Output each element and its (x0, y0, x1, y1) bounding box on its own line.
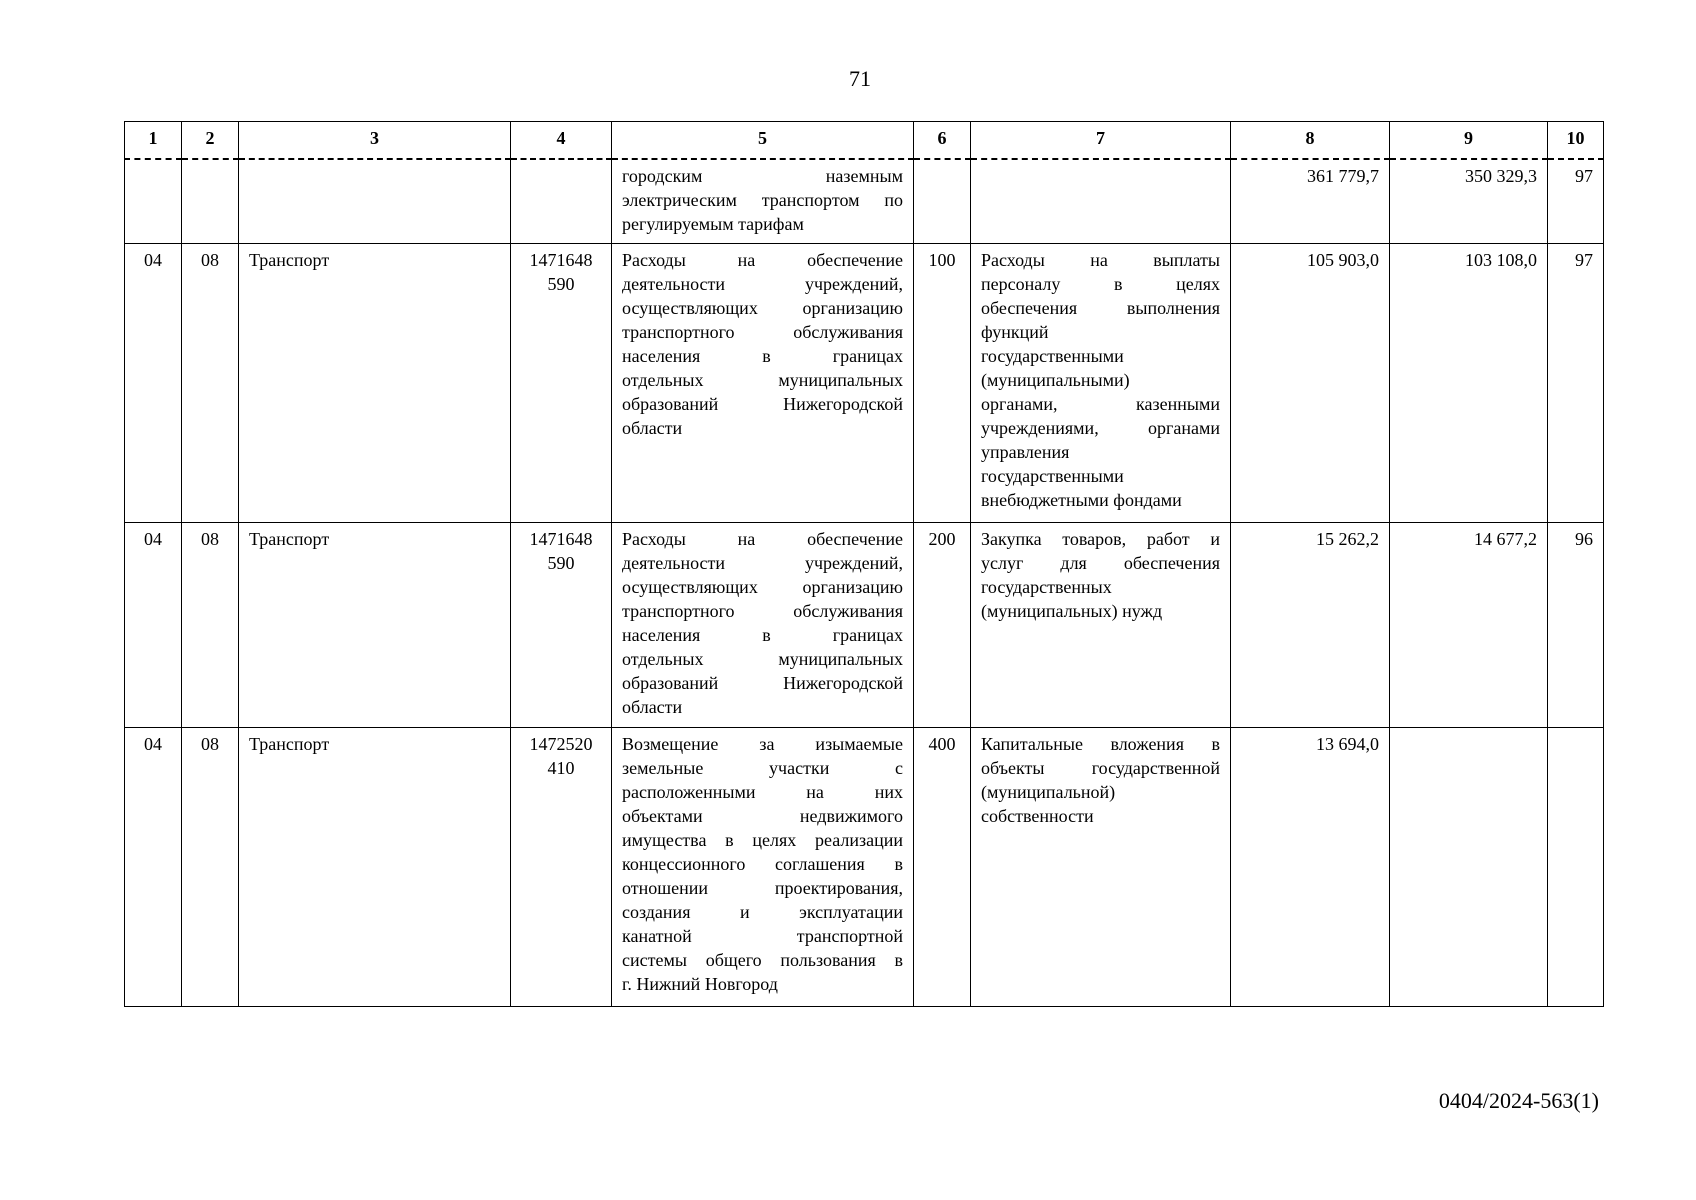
description-line: деятельности учреждений, (622, 552, 903, 573)
expense-line: Расходы на выплаты (981, 249, 1220, 270)
col-header-6: 6 (914, 122, 971, 160)
cell-target-code (511, 159, 612, 243)
description-line: населения в границах (622, 624, 903, 645)
expense-line: внебюджетными фондами (981, 489, 1182, 510)
col-header-10: 10 (1548, 122, 1604, 160)
cell-section-name (239, 159, 511, 243)
cell-percent: 97 (1548, 243, 1604, 522)
cell-section (125, 159, 182, 243)
page-number: 71 (849, 66, 871, 91)
cell-section-name: Транспорт (239, 727, 511, 1006)
cell-expense-type: 200 (914, 522, 971, 727)
cell-amount-actual (1390, 727, 1548, 1006)
description-line: создания и эксплуатации (622, 901, 903, 922)
description-line: области (622, 696, 683, 717)
description-line: отношении проектирования, (622, 877, 903, 898)
cell-expense-name (971, 727, 1231, 1006)
cell-amount-actual: 103 108,0 (1390, 243, 1548, 522)
description-line: области (622, 417, 683, 438)
cell-expense-type: 100 (914, 243, 971, 522)
target-code-part: 410 (547, 757, 575, 778)
cell-percent: 96 (1548, 522, 1604, 727)
description-line: электрическим транспортом по (622, 190, 903, 210)
cell-percent: 97 (1548, 159, 1604, 243)
description-line: Расходы на обеспечение (622, 249, 903, 270)
description-line: транспортного обслуживания (622, 321, 903, 342)
expense-line: учреждениями, органами (981, 417, 1220, 438)
cell-target-code (511, 522, 612, 727)
header-row (125, 122, 1604, 160)
cell-subsection: 08 (182, 243, 239, 522)
expense-line: Закупка товаров, работ и (981, 528, 1220, 549)
target-code-part: 1471648 (529, 528, 593, 549)
cell-description (612, 522, 914, 727)
col-header-8: 8 (1231, 122, 1390, 160)
description-line: отдельных муниципальных (622, 369, 903, 390)
cell-amount-plan: 361 779,7 (1231, 159, 1390, 243)
cell-description (612, 159, 914, 243)
col-header-4: 4 (511, 122, 612, 160)
cell-section: 04 (125, 243, 182, 522)
target-code-part: 1471648 (529, 249, 593, 270)
cell-subsection: 08 (182, 727, 239, 1006)
cell-expense-name (971, 243, 1231, 522)
cell-amount-plan: 105 903,0 (1231, 243, 1390, 522)
description-line: населения в границах (622, 345, 903, 366)
cell-expense-type (914, 159, 971, 243)
description-line: расположенными на них (622, 781, 903, 802)
expense-line: объекты государственной (981, 757, 1220, 778)
target-code-part: 590 (547, 273, 575, 294)
table-row (125, 243, 1604, 522)
description-line: образований Нижегородской (622, 393, 903, 414)
cell-subsection: 08 (182, 522, 239, 727)
table-row (125, 159, 1604, 243)
expense-line: (муниципальных) нужд (981, 600, 1163, 621)
cell-amount-actual: 350 329,3 (1390, 159, 1548, 243)
cell-expense-name (971, 522, 1231, 727)
description-line: осуществляющих организацию (622, 297, 903, 318)
description-line: отдельных муниципальных (622, 648, 903, 669)
budget-table (124, 121, 1604, 1007)
expense-line: государственными (981, 465, 1124, 486)
description-line: образований Нижегородской (622, 672, 903, 693)
cell-description (612, 243, 914, 522)
description-line: Расходы на обеспечение (622, 528, 903, 549)
cell-section: 04 (125, 522, 182, 727)
description-line: имущества в целях реализации (622, 829, 903, 850)
description-line: канатной транспортной (622, 925, 903, 946)
col-header-7: 7 (971, 122, 1231, 160)
expense-line: услуг для обеспечения (981, 552, 1220, 573)
expense-line: государственными (981, 345, 1124, 366)
cell-section-name: Транспорт (239, 243, 511, 522)
cell-amount-actual: 14 677,2 (1390, 522, 1548, 727)
description-line: осуществляющих организацию (622, 576, 903, 597)
expense-line: (муниципальной) (981, 781, 1116, 802)
expense-line: функций (981, 321, 1049, 342)
description-line: земельные участки с (622, 757, 903, 778)
col-header-2: 2 (182, 122, 239, 160)
table-row (125, 727, 1604, 1006)
cell-description (612, 727, 914, 1006)
document-code: 0404/2024-563(1) (1438, 1088, 1599, 1113)
description-line: транспортного обслуживания (622, 600, 903, 621)
col-header-1: 1 (125, 122, 182, 160)
cell-section: 04 (125, 727, 182, 1006)
cell-amount-plan: 13 694,0 (1231, 727, 1390, 1006)
cell-amount-plan: 15 262,2 (1231, 522, 1390, 727)
cell-section-name: Транспорт (239, 522, 511, 727)
col-header-5: 5 (612, 122, 914, 160)
col-header-9: 9 (1390, 122, 1548, 160)
cell-percent (1548, 727, 1604, 1006)
expense-line: (муниципальными) (981, 369, 1130, 390)
cell-expense-type: 400 (914, 727, 971, 1006)
expense-line: персоналу в целях (981, 273, 1220, 294)
cell-target-code (511, 727, 612, 1006)
col-header-3: 3 (239, 122, 511, 160)
description-line: концессионного соглашения в (622, 853, 903, 874)
expense-line: собственности (981, 805, 1094, 826)
table-row (125, 522, 1604, 727)
description-line: деятельности учреждений, (622, 273, 903, 294)
cell-subsection (182, 159, 239, 243)
target-code-part: 590 (547, 552, 575, 573)
expense-line: государственных (981, 576, 1112, 597)
description-line: регулируемым тарифам (622, 214, 804, 234)
description-line: объектами недвижимого (622, 805, 903, 826)
description-line: Возмещение за изымаемые (622, 733, 903, 754)
expense-line: управления (981, 441, 1070, 462)
expense-line: органами, казенными (981, 393, 1220, 414)
cell-expense-name (971, 159, 1231, 243)
description-line: г. Нижний Новгород (622, 973, 778, 994)
expense-line: обеспечения выполнения (981, 297, 1220, 318)
expense-line: Капитальные вложения в (981, 733, 1220, 754)
cell-target-code (511, 243, 612, 522)
target-code-part: 1472520 (529, 733, 593, 754)
description-line: системы общего пользования в (622, 949, 903, 970)
description-line: городским наземным (622, 166, 903, 186)
